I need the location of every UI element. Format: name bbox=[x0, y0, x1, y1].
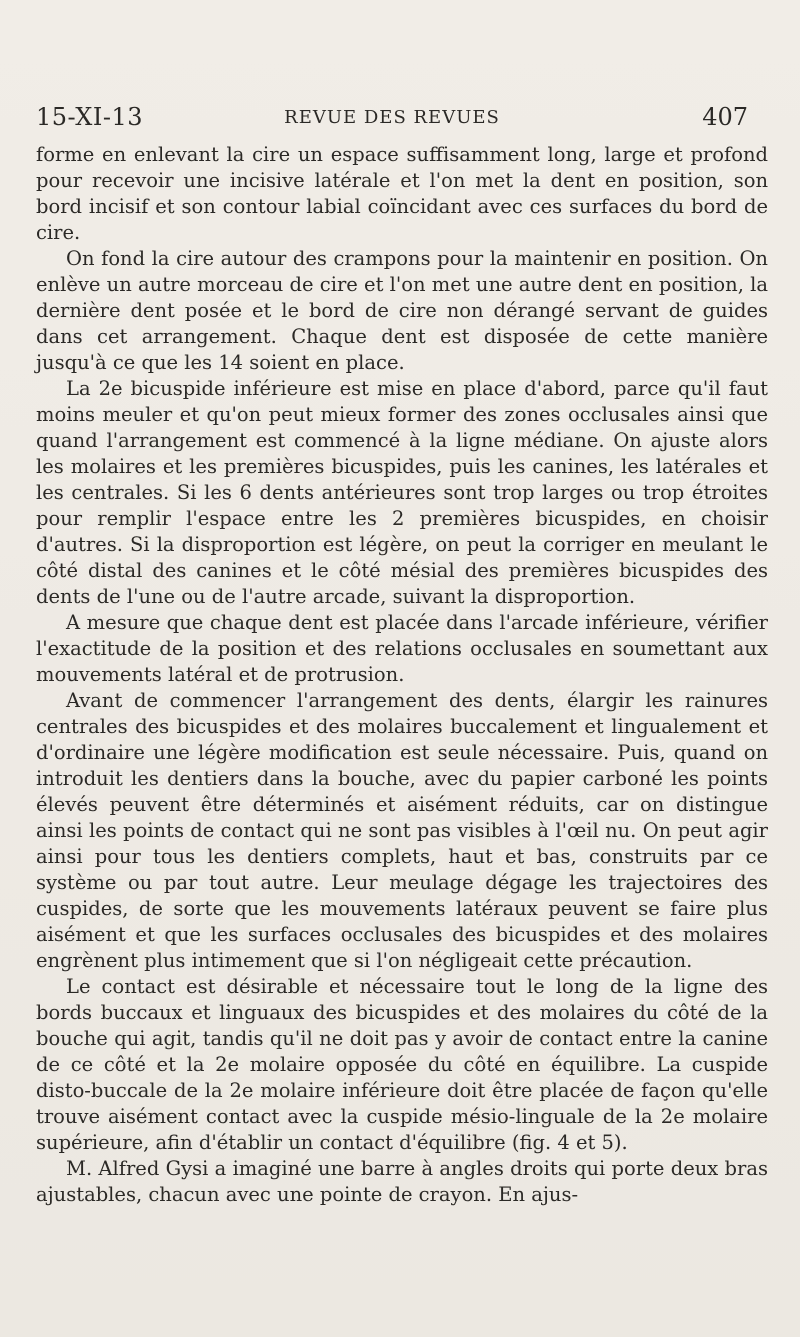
issue-date: 15-XI-13 bbox=[36, 103, 144, 131]
paragraph-1: forme en enlevant la cire un espace suffisamment long, large et profond pour recevoir une incisive latérale et l'on met la dent en position, son bord incisif et son contour labial coïncidant avec ces surfaces du bord de cire. bbox=[36, 143, 768, 244]
paragraph-7: M. Alfred Gysi a imaginé une barre à angles droits qui porte deux bras ajustables, chacun avec une pointe de crayon. En ajus- bbox=[36, 1157, 768, 1206]
paragraph-6: Le contact est désirable et nécessaire tout le long de la ligne des bords buccaux et linguaux des bicuspides et des molaires du côté de la bouche qui agit, tandis qu'il ne doit pas y avoir de contact entre la canine de ce côté et la 2e molaire opposée du côté en équilibre. La cuspide disto-buccale de la 2e molaire inférieure doit être placée de façon qu'elle trouve aisément contact avec la cuspide mésio-linguale de la 2e molaire supérieure, afin d'établir un contact d'équilibre (fig. 4 et 5). bbox=[36, 975, 768, 1154]
page-header bbox=[36, 103, 748, 137]
paragraph-2: On fond la cire autour des crampons pour la maintenir en position. On enlève un autre morceau de cire et l'on met une autre dent en position, la dernière dent posée et le bord de cire non dérangé servant de guides dans cet arrangement. Chaque dent est disposée de cette manière jusqu'à ce que les 14 soient en place. bbox=[36, 247, 768, 374]
paragraph-3: La 2e bicuspide inférieure est mise en place d'abord, parce qu'il faut moins meuler et qu'on peut mieux former des zones occlusales ainsi que quand l'arrangement est commencé à la ligne médiane. On ajuste alors les molaires et les premières bicuspides, puis les canines, les latérales et les centrales. Si les 6 dents antérieures sont trop larges ou trop étroites pour remplir l'espace entre les 2 premières bicuspides, en choisir d'autres. Si la disproportion est légère, on peut la corriger en meulant le côté distal des canines et le côté mésial des premières bicuspides des dents de l'une ou de l'autre arcade, suivant la disproportion. bbox=[36, 377, 768, 608]
body-text bbox=[36, 142, 768, 1208]
page-number: 407 bbox=[702, 103, 748, 131]
paragraph-5: Avant de commencer l'arrangement des dents, élargir les rainures centrales des bicuspides et des molaires buccalement et lingualement et d'ordinaire une légère modification est seule nécessaire. Puis, quand on introduit les dentiers dans la bouche, avec du papier carboné les points élevés peuvent être déterminés et aisément réduits, car on distingue ainsi les points de contact qui ne sont pas visibles à l'œil nu. On peut agir ainsi pour tous les dentiers complets, haut et bas, construits par ce système ou par tout autre. Leur meulage dégage les trajectoires des cuspides, de sorte que les mouvements latéraux peuvent se faire plus aisément et que les surfaces occlusales des bicuspides et des molaires engrènent plus intimement que si l'on négligeait cette précaution. bbox=[36, 689, 768, 972]
running-title: REVUE DES REVUES bbox=[284, 107, 500, 128]
paragraph-4: A mesure que chaque dent est placée dans l'arcade inférieure, vérifier l'exactitude de la position et des relations occlusales en soumettant aux mouvements latéral et de protrusion. bbox=[36, 611, 768, 686]
